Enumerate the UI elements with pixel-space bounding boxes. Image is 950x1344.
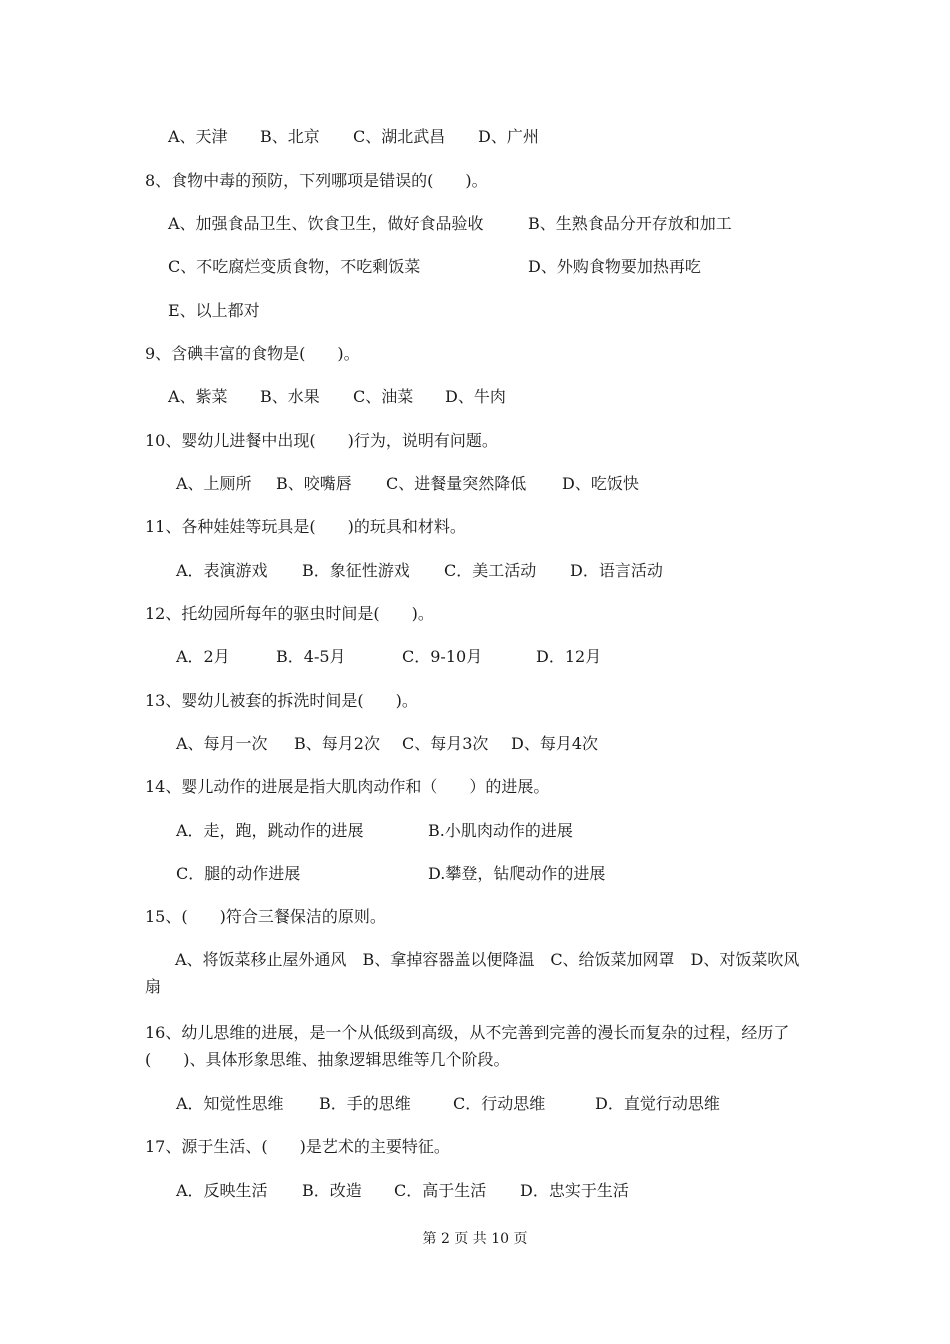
q10-option-a: A、上厕所 — [176, 474, 252, 493]
q8-option-e: E、以上都对 — [168, 301, 260, 320]
q16-option-b: B．手的思维 — [319, 1094, 411, 1113]
q11-option-c: C．美工活动 — [444, 561, 537, 580]
q7-option-a: A、天津 — [168, 127, 228, 146]
q8-option-d: D、外购食物要加热再吃 — [528, 257, 701, 276]
q16-stem: 16、幼儿思维的进展，是一个从低级到高级，从不完善到完善的漫长而复杂的过程，经历了( )、具体形象思维、抽象逻辑思维等几个阶段。 — [145, 1023, 790, 1069]
q10-stem: 10、婴幼儿进餐中出现( )行为，说明有问题。 — [145, 431, 498, 450]
q17-option-d: D．忠实于生活 — [520, 1181, 629, 1200]
q8-option-b: B、生熟食品分开存放和加工 — [528, 214, 732, 233]
q16-option-a: A．知觉性思维 — [176, 1094, 284, 1113]
q11-stem: 11、各种娃娃等玩具是( )的玩具和材料。 — [145, 517, 466, 536]
q15-stem: 15、( )符合三餐保洁的原则。 — [145, 907, 386, 926]
q11-option-b: B．象征性游戏 — [302, 561, 410, 580]
q12-option-a: A．2月 — [176, 647, 230, 666]
q14-option-b: B.小肌肉动作的进展 — [428, 821, 573, 840]
page-number-footer: 第 2 页 共 10 页 — [422, 1231, 528, 1247]
q8-stem: 8、食物中毒的预防，下列哪项是错误的( )。 — [145, 171, 488, 190]
q8-option-a: A、加强食品卫生、饮食卫生，做好食品验收 — [168, 214, 484, 233]
q9-option-c: C、油菜 — [353, 387, 414, 406]
q7-option-b: B、北京 — [260, 127, 320, 146]
q15-options: A、将饭菜移止屋外通风 B、拿掉容器盖以便降温 C、给饭菜加网罩 D、对饭菜吹风扇 — [145, 950, 800, 996]
q9-stem: 9、含碘丰富的食物是( )。 — [145, 344, 360, 363]
q10-option-b: B、咬嘴唇 — [276, 474, 352, 493]
q16-option-c: C．行动思维 — [453, 1094, 546, 1113]
q13-option-b: B、每月2次 — [294, 734, 380, 753]
q13-option-a: A、每月一次 — [176, 734, 268, 753]
q17-option-b: B．改造 — [302, 1181, 362, 1200]
q14-option-a: A．走，跑，跳动作的进展 — [176, 821, 364, 840]
q11-option-d: D．语言活动 — [570, 561, 663, 580]
q12-option-b: B．4-5月 — [276, 647, 346, 666]
q7-option-d: D、广州 — [478, 127, 539, 146]
q10-option-d: D、吃饭快 — [562, 474, 639, 493]
q14-stem: 14、婴儿动作的进展是指大肌肉动作和（ ）的进展。 — [145, 777, 550, 796]
q8-option-c: C、不吃腐烂变质食物，不吃剩饭菜 — [168, 257, 421, 276]
q13-option-d: D、每月4次 — [511, 734, 599, 753]
q9-option-a: A、紫菜 — [168, 387, 228, 406]
q16-option-d: D．直觉行动思维 — [595, 1094, 720, 1113]
q13-stem: 13、婴幼儿被套的拆洗时间是( )。 — [145, 691, 418, 710]
q7-option-c: C、湖北武昌 — [353, 127, 446, 146]
q12-option-d: D．12月 — [536, 647, 602, 666]
q17-stem: 17、源于生活、( )是艺术的主要特征。 — [145, 1137, 450, 1156]
q12-stem: 12、托幼园所每年的驱虫时间是( )。 — [145, 604, 434, 623]
q14-option-c: C．腿的动作进展 — [176, 864, 301, 883]
q17-option-c: C．高于生活 — [394, 1181, 487, 1200]
q13-option-c: C、每月3次 — [402, 734, 489, 753]
q14-option-d: D.攀登，钻爬动作的进展 — [428, 864, 606, 883]
q11-option-a: A．表演游戏 — [176, 561, 268, 580]
q9-option-d: D、牛肉 — [445, 387, 506, 406]
q9-option-b: B、水果 — [260, 387, 320, 406]
q17-option-a: A．反映生活 — [176, 1181, 268, 1200]
q12-option-c: C．9-10月 — [402, 647, 483, 666]
q10-option-c: C、进餐量突然降低 — [386, 474, 527, 493]
